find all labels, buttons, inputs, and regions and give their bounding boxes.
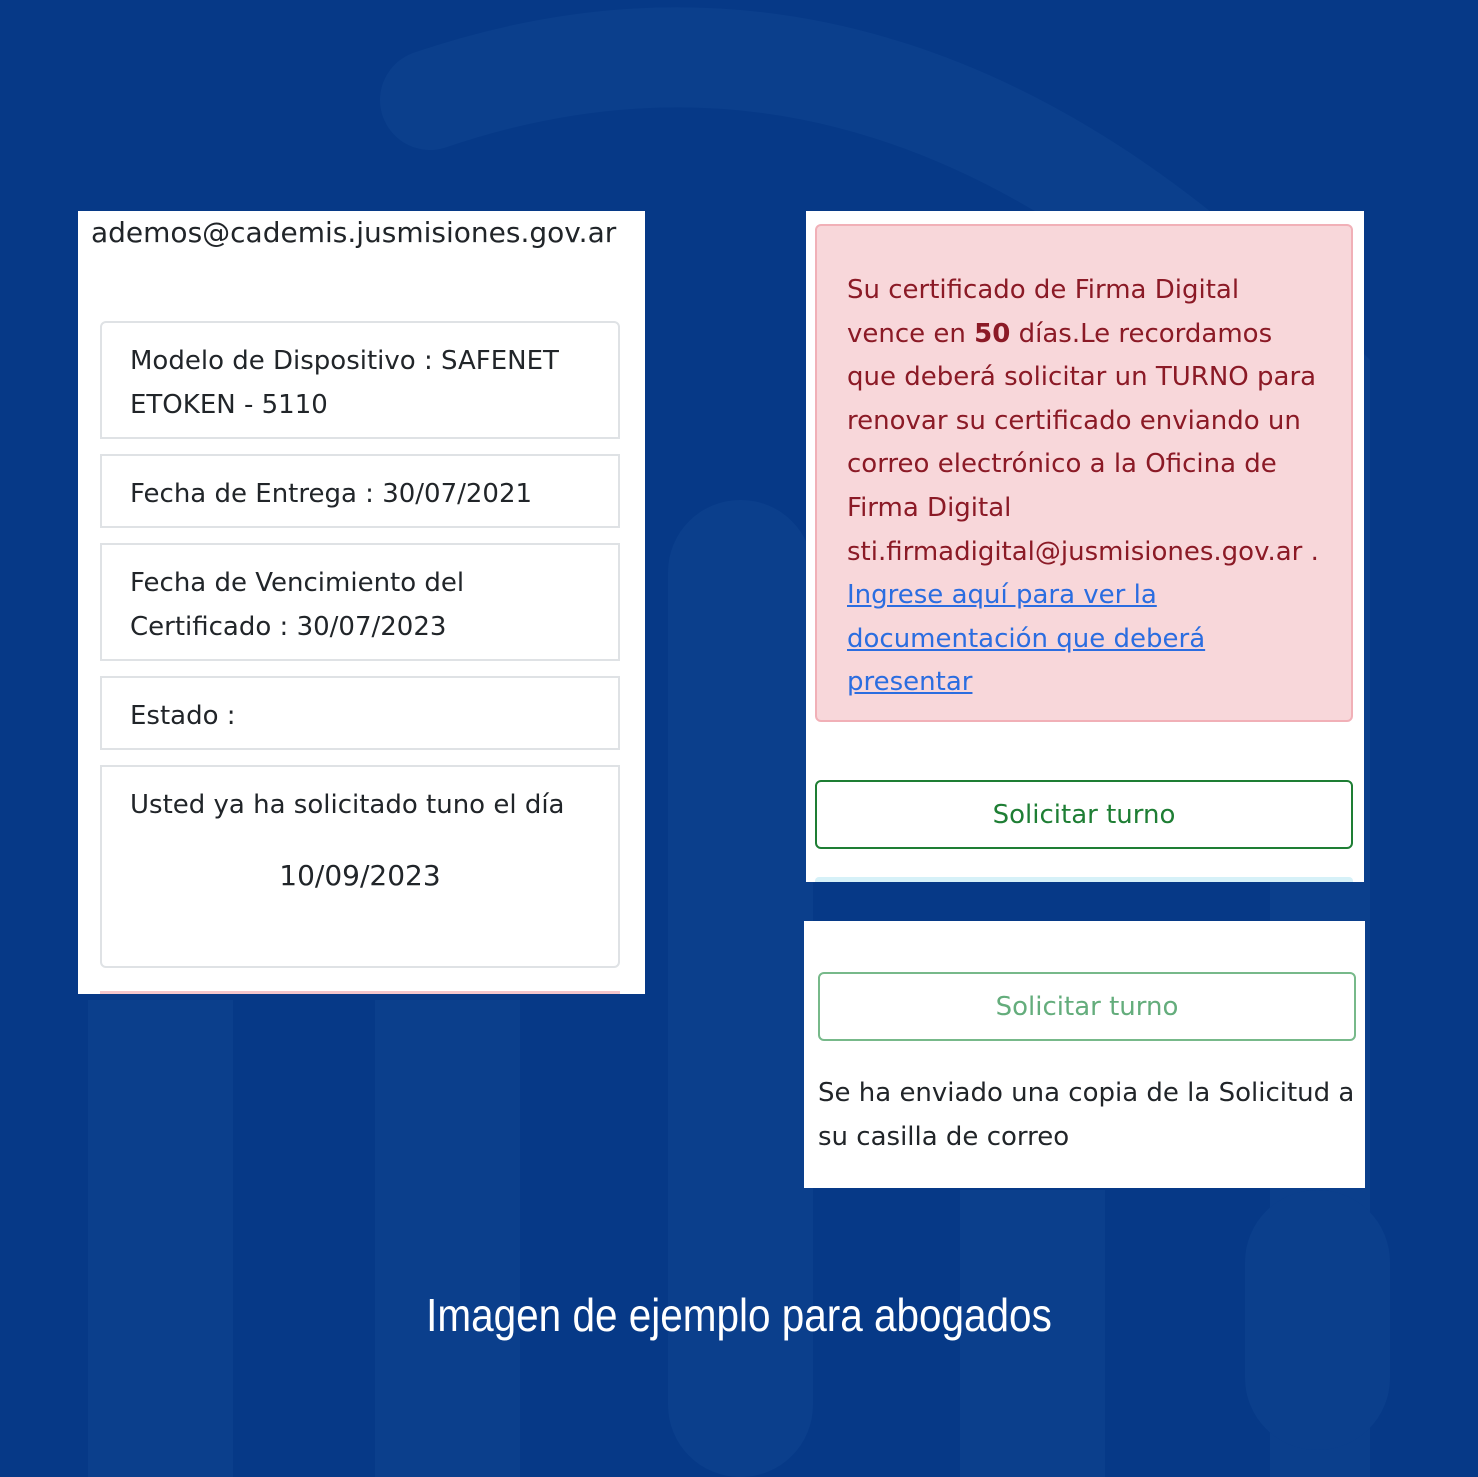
request-appointment-button-sent[interactable]: Solicitar turno: [818, 972, 1356, 1041]
renewal-panel: [806, 211, 1364, 882]
expiry-date-item: [100, 543, 620, 661]
panel-bottom-strip: [100, 991, 620, 994]
alert-text-before: Su certificado de Firma Digital vence en: [847, 275, 1240, 349]
delivery-date-item: [100, 454, 620, 528]
expiry-date-text: Fecha de Vencimiento del Certificado : 30/07/2023: [130, 568, 465, 642]
caption: Imagen de ejemplo para abogados: [426, 1289, 1052, 1341]
certificate-info-panel: [78, 211, 645, 994]
request-item: [100, 765, 620, 968]
request-sent-panel: [804, 921, 1365, 1188]
device-model-item: [100, 321, 620, 439]
alert-days: 50: [974, 318, 1011, 349]
panel-bottom-strip: [815, 877, 1353, 882]
status-text: Estado :: [130, 701, 236, 731]
request-date: 10/09/2023: [279, 859, 441, 892]
confirmation-message: Se ha enviado una copia de la Solicitud a su casilla de correo: [818, 1078, 1355, 1152]
request-text: Usted ya ha solicitado tuno el día: [130, 790, 565, 820]
expiry-alert: [815, 224, 1353, 722]
request-appointment-button[interactable]: Solicitar turno: [815, 780, 1353, 849]
device-model-text: Modelo de Dispositivo : SAFENET ETOKEN - 5110: [130, 346, 559, 420]
alert-text-after: días.Le recordamos que deberá solicitar un TURNO para renovar su certificado enviando un correo electrónico a la Oficina de Firma Digital sti.firmadigital@jusmisiones.gov.ar .: [847, 318, 1319, 567]
status-item: [100, 676, 620, 750]
user-email: ademos@cademis.jusmisiones.gov.ar: [91, 216, 617, 249]
delivery-date-text: Fecha de Entrega : 30/07/2021: [130, 479, 533, 509]
documentation-link[interactable]: Ingrese aquí para ver la documentación que deberá presentar: [847, 580, 1206, 698]
